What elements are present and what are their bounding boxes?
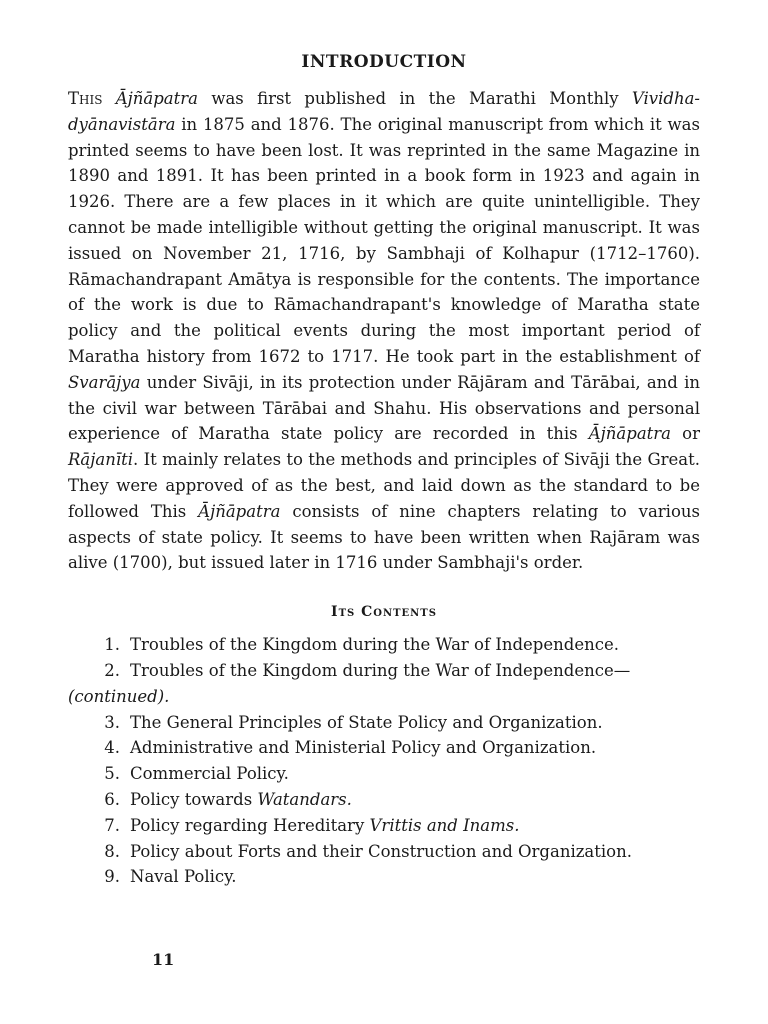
intro-text: in 1875 and 1876. The original manuscript from which it was printed seems to have been lost. It was reprinted in the same Magazine in 1890 and 1891. It has been printed in a book form in 1923 and again in 1926. There are a few places in it which are quite unintelligible. They cannot be made intelligible without getting the original manuscript. It was issued on November 21, 1716, by Sambhaji of Kolhapur (1712–1760). Rāmachandrapant Amātya is responsible for the contents. The importance of the work is due to Rāmachandrapant's knowledge of Maratha state policy and the political events during the most important period of Maratha history from 1672 to 1717. He took part in the establishment of [68,114,700,366]
intro-text: . It mainly relates to the methods and principles of Sivāji the Great. They were approved of as the best, and laid down as the standard to be followed This [68,450,700,521]
page-number: 11 [152,950,175,969]
page-title: INTRODUCTION [301,52,467,72]
intro-paragraph [68,86,700,576]
intro-term: Ājñāpatra [115,89,199,108]
item-text-wrap [130,787,700,813]
intro-text: was first published in the Marathi Monthly [198,89,632,108]
item-number: 9. [104,867,120,887]
intro-term: Ājñāpatra [588,424,672,444]
item-number: 4. [104,738,120,758]
item-text-wrap [68,658,700,710]
intro-text: under Sivāji, in its protection under Rājāram and Tārābai, and in the civil war between Tārābai and Shahu. His observations and personal experience of Maratha state policy are recorded in this [68,372,700,444]
item-text: Commercial Policy. [130,764,289,784]
item-number: 7. [104,815,120,835]
item-text: Policy regarding Hereditary [130,815,370,835]
item-text-wrap [130,813,700,839]
item-text: Policy towards [130,789,258,809]
item-number: 3. [104,712,120,732]
item-continuation: (continued). [68,686,170,706]
list-item [68,710,700,736]
item-text: The General Principles of State Policy and Organization. [130,712,603,732]
contents-list [68,632,700,890]
list-item [68,658,700,710]
item-term: Watandars. [257,789,352,809]
intro-text: or [671,424,700,444]
list-item [68,787,700,813]
item-text: Administrative and Ministerial Policy and Organization. [130,738,597,758]
list-item [68,735,700,761]
item-number: 6. [104,789,120,809]
item-number: 1. [104,635,120,655]
contents-heading: Its Contents [331,604,437,621]
item-number: 5. [104,764,120,784]
lead-word: This [68,89,103,108]
intro-term: Svarājya [68,372,141,392]
item-text: Policy about Forts and their Construction and Organization. [130,841,632,861]
list-item [68,761,700,787]
item-text: Naval Policy. [130,867,237,887]
item-text: Troubles of the Kingdom during the War of Independence— [130,660,631,680]
item-number: 2. [104,660,120,680]
intro-term: Ājñāpatra [198,501,281,521]
intro-term: Vividha-dyānavistāra [68,89,700,134]
item-number: 8. [104,841,120,861]
list-item [68,632,700,658]
intro-term: Rājanīti [68,450,134,470]
list-item [68,864,700,890]
list-item [68,813,700,839]
list-item [68,839,700,865]
intro-text: consists of nine chapters relating to various aspects of state policy. It seems to have been written when Rajāram was alive (1700), but issued later in 1716 under Sambhaji's order. [68,501,700,573]
item-text: Troubles of the Kingdom during the War of Independence. [130,635,619,655]
item-term: Vrittis and Inams. [369,815,520,835]
